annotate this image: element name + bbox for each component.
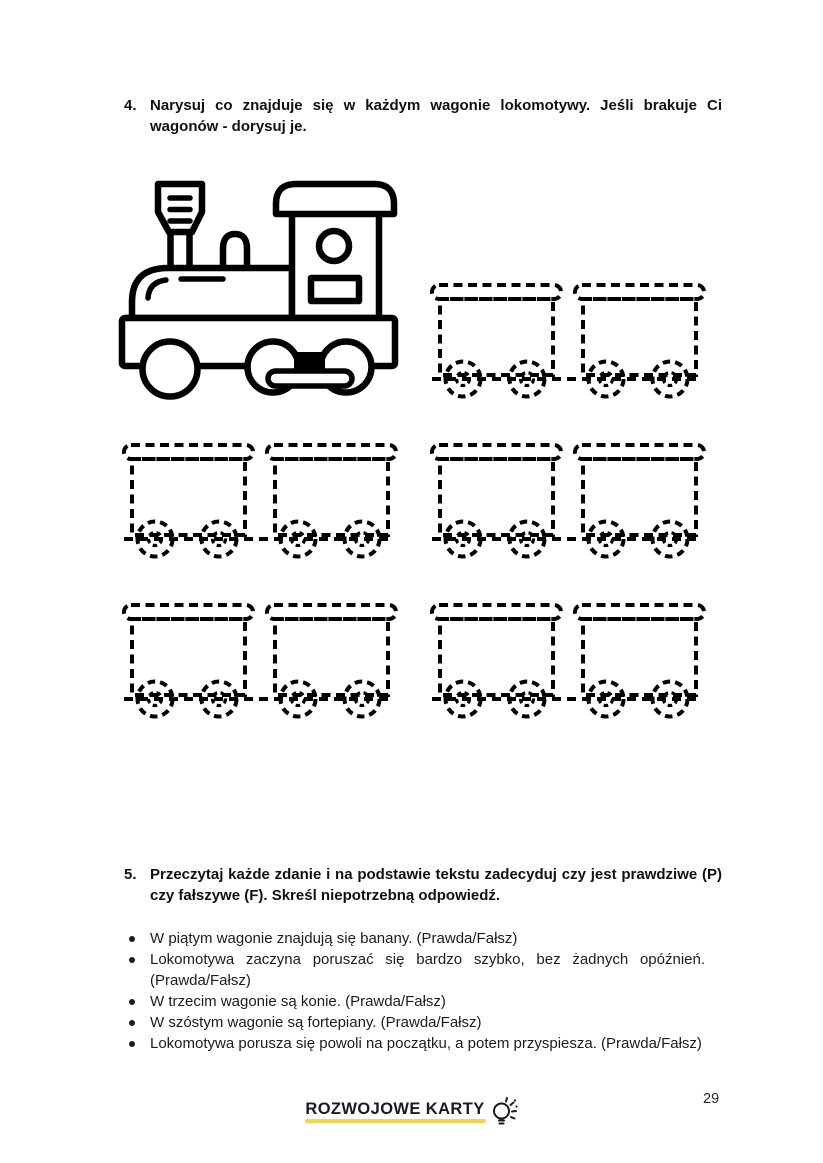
brand-underline	[305, 1119, 485, 1123]
bullet-icon	[129, 1041, 135, 1047]
task-5-heading	[124, 864, 722, 906]
list-item	[124, 949, 705, 991]
brand-text: ROZWOJOWE KARTY	[305, 1100, 485, 1118]
task-4-heading	[124, 95, 722, 137]
statement-text: Lokomotywa zaczyna poruszać się bardzo szybko, bez żadnych opóźnień. (Prawda/Fałsz)	[150, 951, 705, 989]
list-item	[124, 991, 705, 1012]
wagon-axle-lines	[124, 379, 702, 699]
task-4-number: 4.	[124, 97, 137, 114]
dashed-wagon-outline-icon	[267, 445, 396, 557]
statement-text: Lokomotywa porusza się powoli na początku, a potem przyspiesza. (Prawda/Fałsz)	[150, 1035, 702, 1052]
statement-text: W trzecim wagonie są konie. (Prawda/Fałsz)	[150, 993, 446, 1010]
bullet-icon	[129, 999, 135, 1005]
lightbulb-icon	[490, 1096, 518, 1128]
dashed-wagon-outline-icon	[575, 445, 704, 557]
statement-text: W szóstym wagonie są fortepiany. (Prawda/Fałsz)	[150, 1014, 482, 1031]
statement-text: W piątym wagonie znajdują się banany. (Prawda/Fałsz)	[150, 930, 518, 947]
locomotive-icon	[122, 184, 395, 397]
bullet-icon	[129, 1020, 135, 1026]
list-item	[124, 928, 705, 949]
dashed-wagon-outline-icon	[575, 285, 704, 397]
statement-list	[124, 928, 705, 1054]
dashed-wagon-outline-icon	[267, 605, 396, 717]
brand-logo	[305, 1100, 484, 1123]
bullet-icon	[129, 957, 135, 963]
list-item	[124, 1012, 705, 1033]
list-item	[124, 1033, 705, 1054]
task-5-text: Przeczytaj każde zdanie i na podstawie tekstu zadecyduj czy jest prawdziwe (P) czy fałszywe (F). Skreśl niepotrzebną odpowiedź.	[150, 866, 722, 904]
bullet-icon	[129, 936, 135, 942]
train-illustration	[0, 160, 823, 745]
footer	[0, 1100, 823, 1128]
dashed-wagon-outline-icon	[575, 605, 704, 717]
page-number: 29	[703, 1091, 720, 1107]
task-4-text: Narysuj co znajduje się w każdym wagonie lokomotywy. Jeśli brakuje Ci wagonów - dorysuj je.	[150, 97, 722, 135]
task-5-number: 5.	[124, 866, 137, 883]
